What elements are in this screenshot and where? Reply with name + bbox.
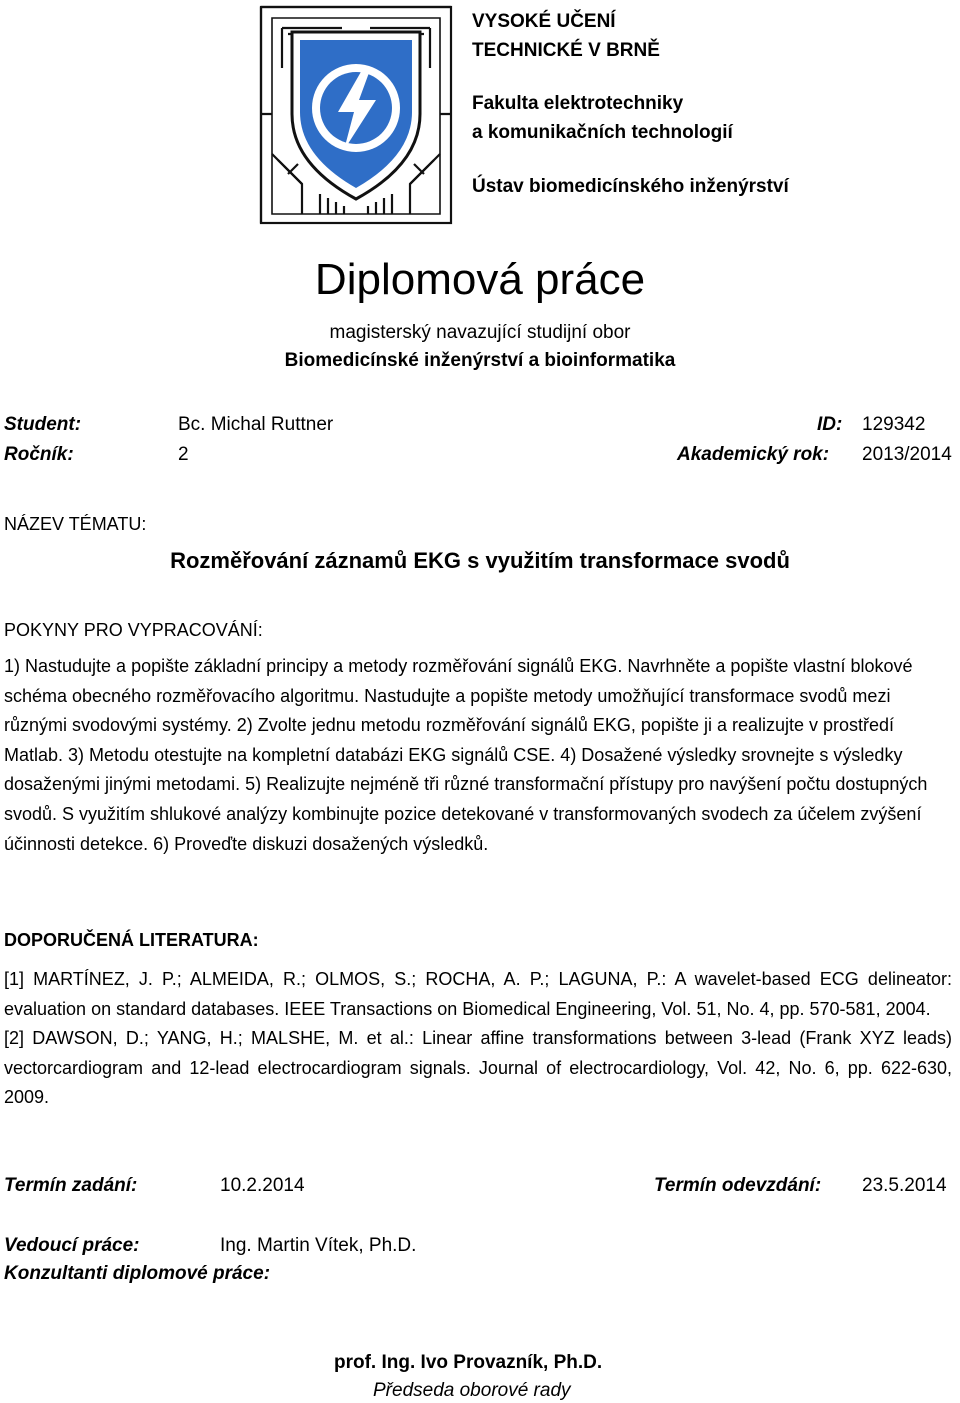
instructions-label: POKYNY PRO VYPRACOVÁNÍ: bbox=[4, 620, 263, 640]
student-name: Bc. Michal Ruttner bbox=[178, 414, 334, 435]
literature-label: DOPORUČENÁ LITERATURA: bbox=[4, 930, 259, 950]
student-label: Student: bbox=[4, 414, 82, 435]
supervisor-label: Vedoucí práce: bbox=[4, 1235, 140, 1256]
academic-year-label: Akademický rok: bbox=[677, 444, 830, 465]
university-name-line2: TECHNICKÉ V BRNĚ bbox=[472, 40, 660, 61]
study-type: magisterský navazující studijní obor bbox=[329, 322, 631, 343]
assigned-date-value: 10.2.2014 bbox=[220, 1175, 305, 1196]
topic-title: Rozměřování záznamů EKG s využitím transformace svodů bbox=[170, 548, 790, 573]
reference-item: [2] DAWSON, D.; YANG, H.; MALSHE, M. et al.: Linear affine transformations between 3-lead (Frank XYZ leads) vectorcardiogram and 12-lead electrocardiogram signals. Journal of electrocardiology, Vol. 42, No. 6, pp. 622-630, 2009. bbox=[4, 1028, 952, 1108]
university-name-line1: VYSOKÉ UČENÍ bbox=[472, 11, 616, 32]
year-value: 2 bbox=[178, 444, 189, 465]
id-label: ID: bbox=[817, 414, 843, 435]
topic-label: NÁZEV TÉMATU: bbox=[4, 514, 147, 534]
signature-name: prof. Ing. Ivo Provazník, Ph.D. bbox=[334, 1352, 603, 1373]
due-date-value: 23.5.2014 bbox=[862, 1175, 947, 1196]
supervisor-name: Ing. Martin Vítek, Ph.D. bbox=[220, 1235, 417, 1256]
university-logo bbox=[258, 4, 454, 226]
faculty-name-line2: a komunikačních technologií bbox=[472, 122, 733, 143]
due-date-label: Termín odevzdání: bbox=[654, 1175, 822, 1196]
reference-item: [1] MARTÍNEZ, J. P.; ALMEIDA, R.; OLMOS, S.; ROCHA, A. P.; LAGUNA, P.: A wavelet-based ECG delineator: evaluation on standard databases. IEEE Transactions on Biomedical Engineering, Vol. 51, No. 4, pp. 570-581, 2004. bbox=[4, 969, 952, 1019]
study-field: Biomedicínské inženýrství a bioinformatika bbox=[284, 350, 676, 371]
department-name: Ústav biomedicínského inženýrství bbox=[472, 176, 789, 197]
year-label: Ročník: bbox=[4, 444, 74, 465]
assigned-date-label: Termín zadání: bbox=[4, 1175, 138, 1196]
academic-year-value: 2013/2014 bbox=[862, 444, 952, 465]
document-title: Diplomová práce bbox=[314, 255, 646, 304]
faculty-name-line1: Fakulta elektrotechniky bbox=[472, 93, 684, 114]
instructions-text: 1) Nastudujte a popište základní principy a metody rozměřování signálů EKG. Navrhněte a popište vlastní blokové schéma obecného rozměřovacího algoritmu. Nastudujte a popište metody umožňující transformace svodů mezi různými svodovými systémy. 2) Zvolte jednu metodu rozměřování signálů EKG, popište ji a realizujte v prostředí Matlab. 3) Metodu otestujte na kompletní databázi EKG signálů CSE. 4) Dosažené výsledky srovnejte s výsledky dosaženými jinými metodami. 5) Realizujte nejméně tři různé transformační přístupy pro navýšení počtu dostupných svodů. S využitím shlukové analýzy kombinujte pozice detekované v transformovaných svodech za účelem zvýšení účinnosti detekce. 6) Proveďte diskuzi dosažených výsledků. bbox=[4, 656, 928, 854]
consultants-label: Konzultanti diplomové práce: bbox=[4, 1263, 271, 1284]
id-value: 129342 bbox=[862, 414, 926, 435]
signature-role: Předseda oborové rady bbox=[373, 1380, 571, 1401]
literature-list bbox=[4, 965, 952, 1113]
